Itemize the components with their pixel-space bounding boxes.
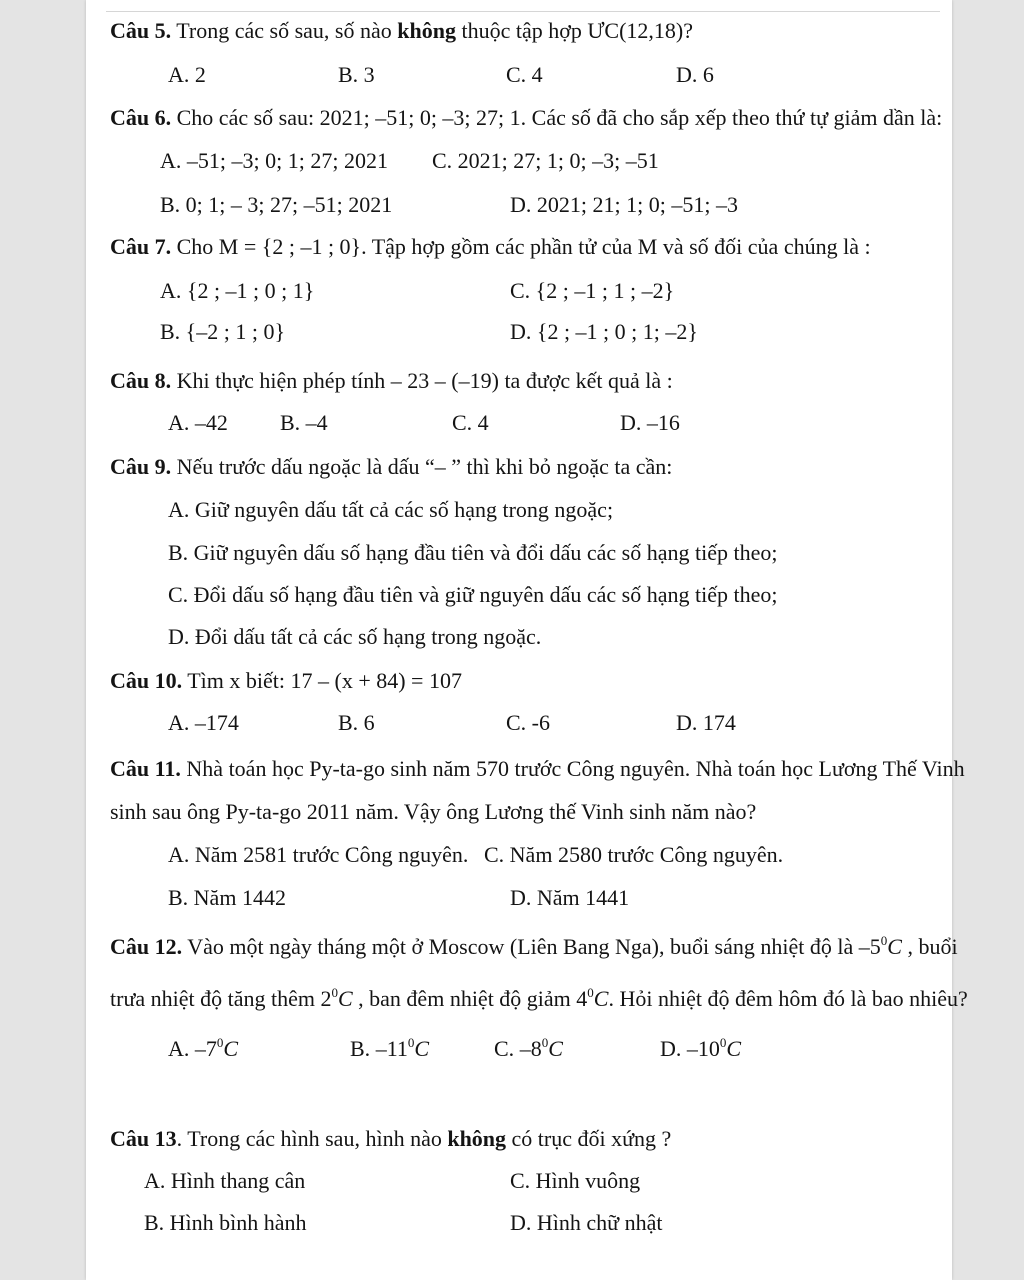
option-b: B. 6 [338,710,375,735]
option-a: A. –42 [168,410,228,435]
option-d: D. Năm 1441 [510,885,630,910]
question-7-text: Câu 7. Cho M = {2 ; –1 ; 0}. Tập hợp gồm các phần tử của M và số đối của chúng là : [110,234,871,259]
option-b: B. Năm 1442 [168,885,286,910]
option-a: A. 2 [168,62,206,87]
option-c: C. {2 ; –1 ; 1 ; –2} [510,278,675,303]
option-c: C. 2021; 27; 1; 0; –3; –51 [432,148,659,173]
option-b: B. $-11^0C$ [350,1035,430,1061]
option-d: D. 6 [676,62,714,87]
option-a: A. –51; –3; 0; 1; 27; 2021 [160,148,388,173]
option-d: D. –16 [620,410,680,435]
option-b: B. 0; 1; – 3; 27; –51; 2021 [160,192,393,217]
option-a: A. –174 [168,710,239,735]
option-c: C. Năm 2580 trước Công nguyên. [484,842,784,867]
option-a: A. {2 ; –1 ; 0 ; 1} [160,278,315,303]
option-d: D. Hình chữ nhật [510,1210,663,1235]
question-12-text-line2: trưa nhiệt độ tăng thêm $2^0C$ , ban đêm nhiệt độ giảm $4^0C$. Hỏi nhiệt độ đêm hôm đó là bao nhiêu? [110,985,968,1011]
option-c: C. 4 [506,62,543,87]
option-d: D. $-10^0C$ [660,1035,742,1061]
option-c: C. -6 [506,710,550,735]
question-12-text-line1: Câu 12. Vào một ngày tháng một ở Moscow (Liên Bang Nga), buổi sáng nhiệt độ là $-5^0C$ , buổi [110,933,958,959]
option-c: C. 4 [452,410,489,435]
option-b: B. {–2 ; 1 ; 0} [160,319,286,344]
option-c: C. $-8^0C$ [494,1035,563,1061]
option-a: A. $-7^0C$ [168,1035,239,1061]
top-divider [106,11,940,12]
option-b: B. 3 [338,62,375,87]
option-b: B. Hình bình hành [144,1210,307,1235]
question-13-text: Câu 13. Trong các hình sau, hình nào không có trục đối xứng ? [110,1126,672,1151]
option-c: C. Hình vuông [510,1168,641,1193]
option-a: A. Hình thang cân [144,1168,306,1193]
option-a: A. Giữ nguyên dấu tất cả các số hạng trong ngoặc; [168,497,614,522]
option-d: D. Đổi dấu tất cả các số hạng trong ngoặc. [168,624,542,649]
option-d: D. {2 ; –1 ; 0 ; 1; –2} [510,319,698,344]
option-d: D. 2021; 21; 1; 0; –51; –3 [510,192,738,217]
option-b: B. Giữ nguyên dấu số hạng đầu tiên và đổi dấu các số hạng tiếp theo; [168,540,778,565]
question-11-text-line1: Câu 11. Nhà toán học Py-ta-go sinh năm 570 trước Công nguyên. Nhà toán học Lương Thế Vinh [110,756,965,781]
option-b: B. –4 [280,410,328,435]
question-9-text: Câu 9. Nếu trước dấu ngoặc là dấu “– ” thì khi bỏ ngoặc ta cần: [110,454,673,479]
question-8-text: Câu 8. Khi thực hiện phép tính – 23 – (–19) ta được kết quả là : [110,368,673,393]
question-11-text-line2: sinh sau ông Py-ta-go 2011 năm. Vậy ông Lương thế Vinh sinh năm nào? [110,799,757,824]
exam-page [86,0,968,1280]
option-a: A. Năm 2581 trước Công nguyên. [168,842,469,867]
option-d: D. 174 [676,710,736,735]
question-6-text: Câu 6. Cho các số sau: 2021; –51; 0; –3; 27; 1. Các số đã cho sắp xếp theo thứ tự giảm dần là: [110,105,943,130]
question-5-text: Câu 5. Trong các số sau, số nào không thuộc tập hợp ƯC(12,18)? [110,18,694,43]
option-c: C. Đổi dấu số hạng đầu tiên và giữ nguyên dấu các số hạng tiếp theo; [168,582,778,607]
question-10-text: Câu 10. Tìm x biết: 17 – (x + 84) = 107 [110,668,462,693]
